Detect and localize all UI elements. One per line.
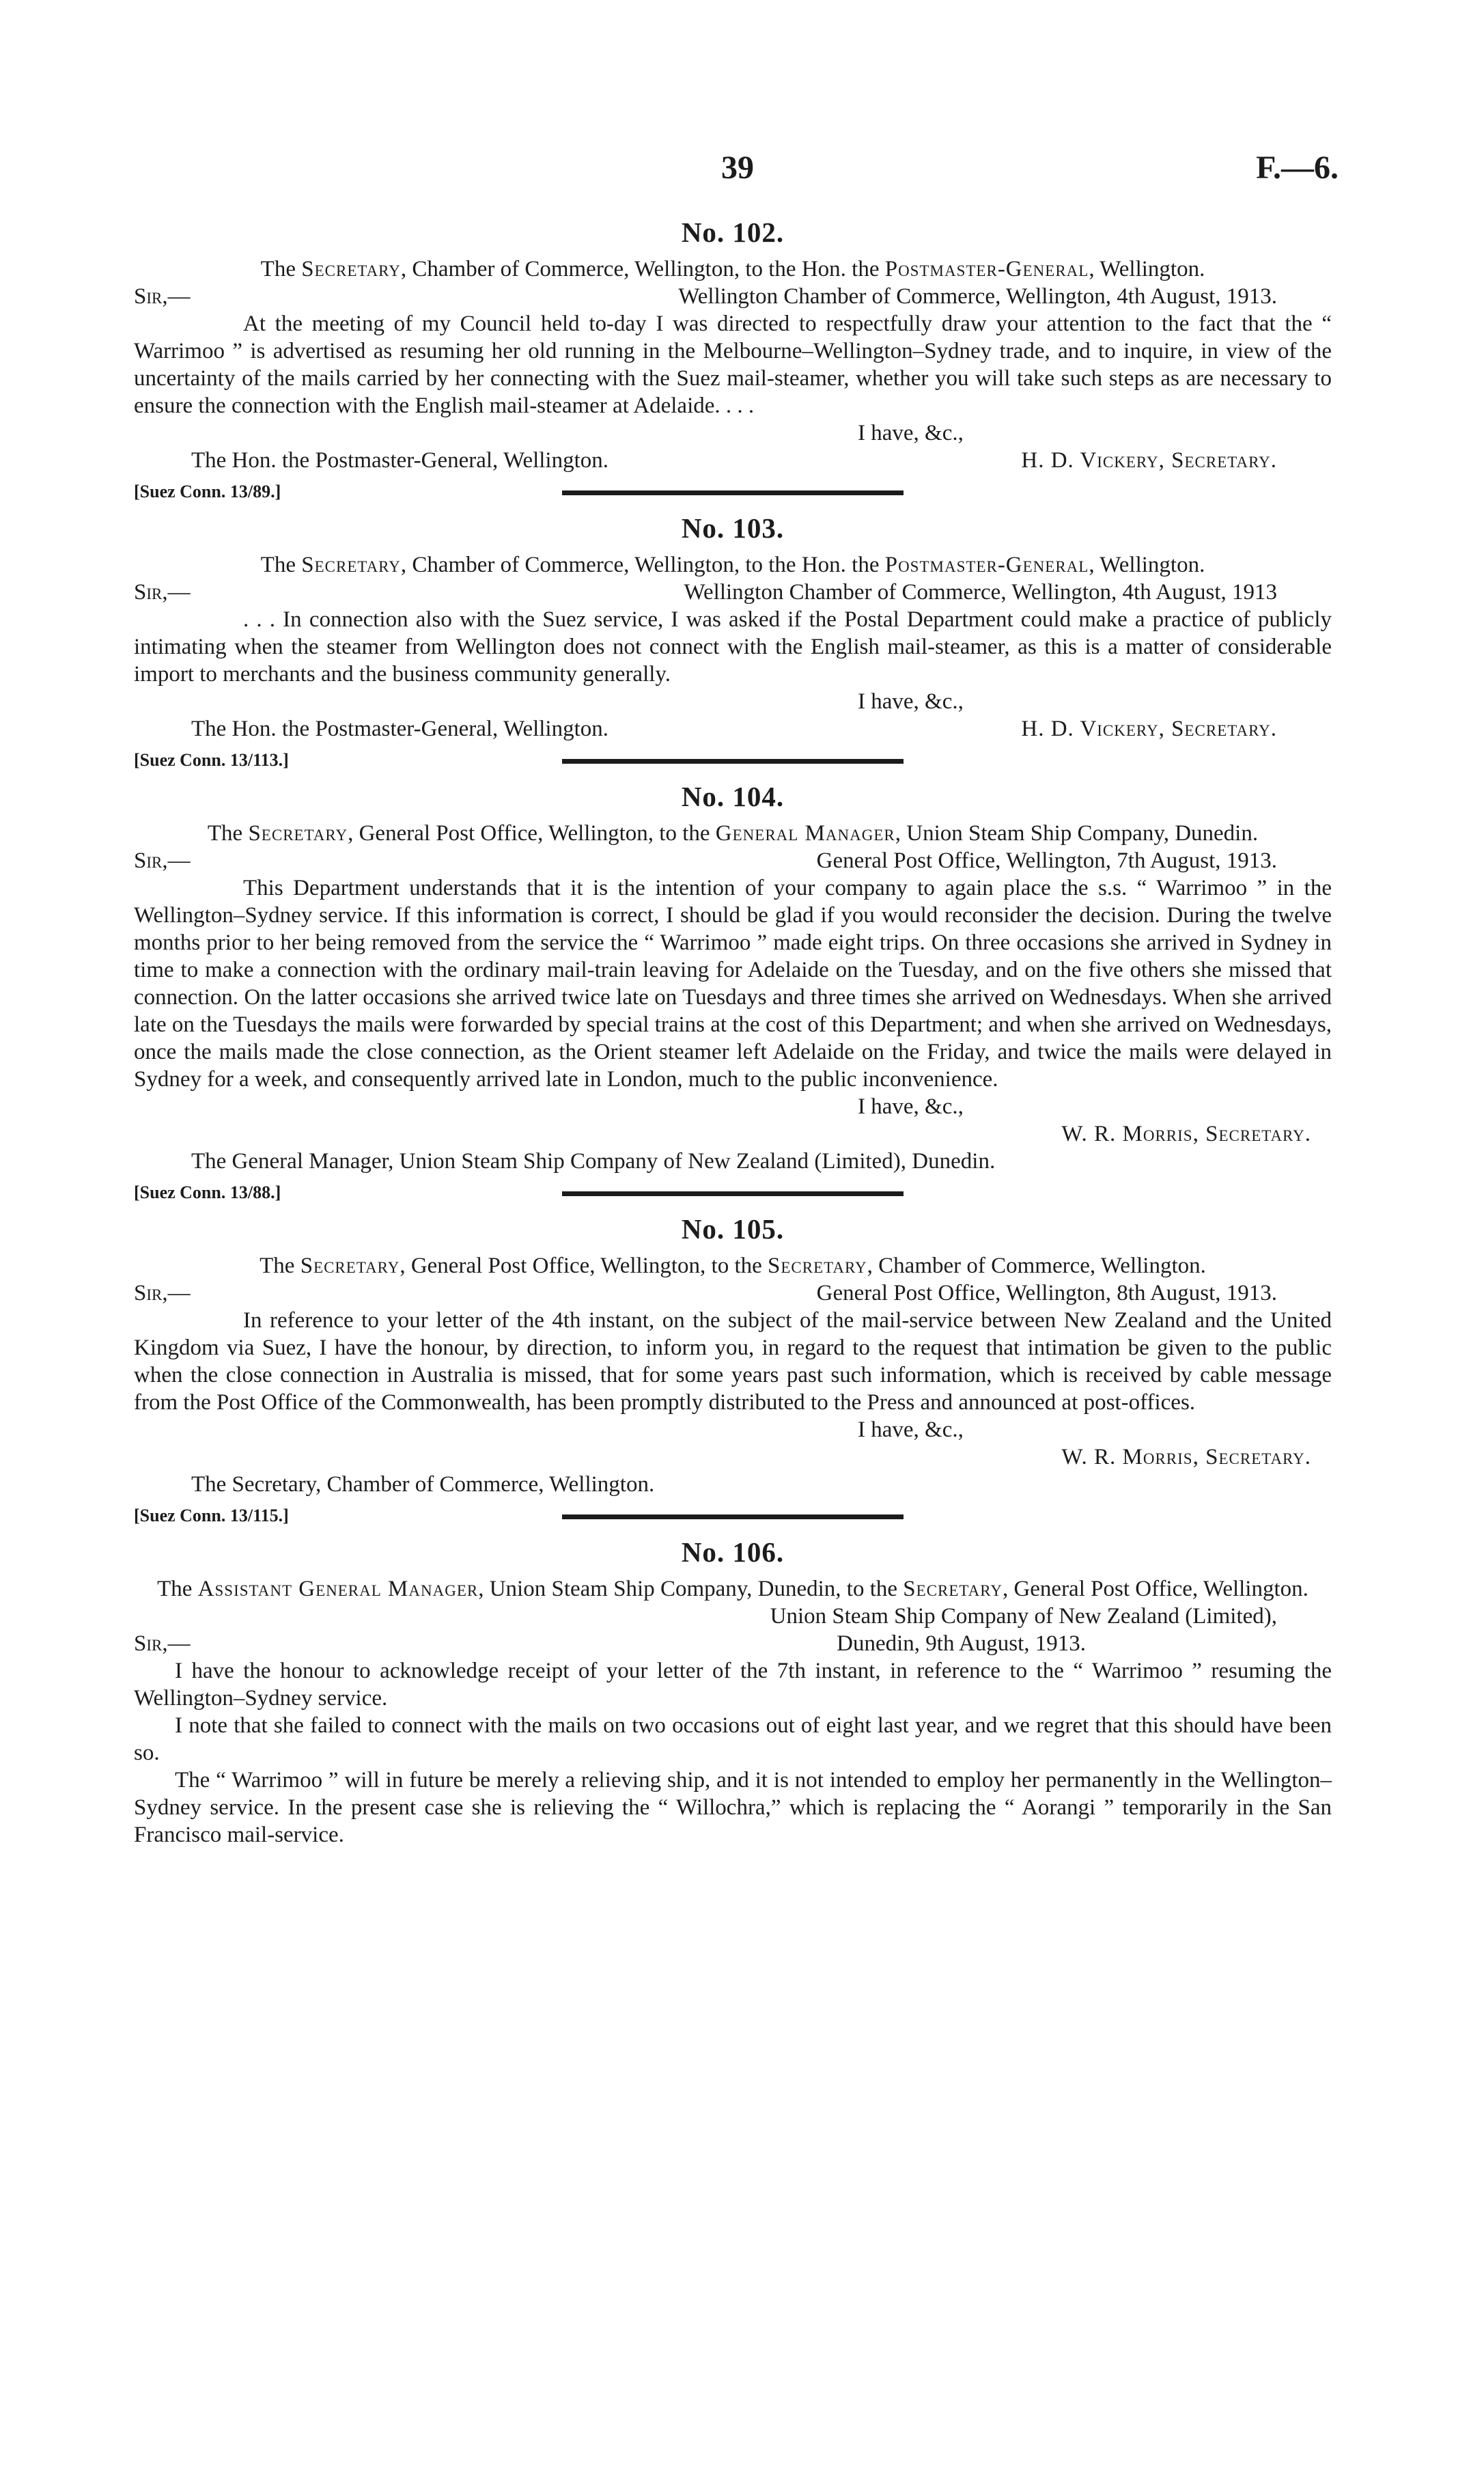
signatory: W. R. Morris, Secretary.: [1061, 1122, 1311, 1146]
salutation-row: [134, 1630, 1332, 1657]
letter-body: At the meeting of my Council held to-day I was directed to respectfully draw your attention to the fact that the “ Warrimoo ” is advertised as resuming her old running in the Melbourne–Wellington–Sydney trade, and to inquire, in view of the uncertainty of the mails carried by her connecting with the Suez mail-steamer, whether you will take such steps as are necessary to ensure the connection with the English mail-steamer at Adelaide. . . .: [134, 312, 1332, 418]
place-date: General Post Office, Wellington, 8th August, 1913.: [816, 1281, 1277, 1305]
file-reference: [Suez Conn. 13/113.]: [134, 750, 289, 770]
salutation-row: [134, 1279, 1332, 1307]
addressee: The Hon. the Postmaster-General, Wellington.: [191, 448, 609, 473]
salutation: Sir,—: [134, 1281, 191, 1305]
file-reference: [Suez Conn. 13/88.]: [134, 1182, 281, 1202]
section-divider: [562, 759, 904, 764]
letter-body: . . . In connection also with the Suez service, I was asked if the Postal Department could make a practice of publicly intimating when the steamer from Wellington does not connect with the English mail-steamer, as this is a matter of considerable import to merchants and the business community generally.: [134, 607, 1332, 687]
letter-106: [134, 1536, 1332, 1849]
letter-address: The Assistant General Manager, Union Steam Ship Company, Dunedin, to the Secretary, General Post Office, Wellington.: [157, 1577, 1308, 1601]
section-divider: [562, 1191, 904, 1196]
place-date: Dunedin, 9th August, 1913.: [837, 1631, 1086, 1656]
letter-paragraph: I have the honour to acknowledge receipt of your letter of the 7th instant, in reference to the “ Warrimoo ” resuming the Wellington–Sydney service.: [134, 1659, 1332, 1711]
salutation: Sir,—: [134, 1631, 191, 1656]
letter-body: In reference to your letter of the 4th instant, on the subject of the mail-service between New Zealand and the United Kingdom via Suez, I have the honour, by direction, to inform you, in regard to the request that intimation be given to the public when the close connection in Australia is missed, that for some years past such information, which is received by cable message from the Post Office of the Commonwealth, has been promptly distributed to the Press and announced at post-offices.: [134, 1308, 1332, 1415]
letter-address: The Secretary, Chamber of Commerce, Wellington, to the Hon. the Postmaster-General, Wellington.: [260, 257, 1205, 281]
place-date: Wellington Chamber of Commerce, Wellington, 4th August, 1913: [684, 580, 1277, 605]
salutation-row: [134, 579, 1332, 606]
addressee: The General Manager, Union Steam Ship Company of New Zealand (Limited), Dunedin.: [191, 1149, 996, 1174]
letter-address: The Secretary, General Post Office, Wellington, to the General Manager, Union Steam Ship Company, Dunedin.: [207, 821, 1259, 846]
page-header: [134, 145, 1339, 199]
section-divider: [562, 1514, 904, 1519]
place-line: Union Steam Ship Company of New Zealand (Limited),: [770, 1604, 1277, 1629]
closing: I have, &c.,: [858, 421, 964, 445]
place-date: General Post Office, Wellington, 7th August, 1913.: [816, 848, 1277, 873]
signatory: H. D. Vickery, Secretary.: [1021, 448, 1277, 473]
letter-number: No. 102.: [681, 217, 785, 248]
section-divider: [562, 490, 904, 495]
parliamentary-paper-code: F.—6.: [1256, 150, 1339, 186]
salutation-row: [134, 283, 1332, 310]
file-reference: [Suez Conn. 13/115.]: [134, 1506, 289, 1525]
document-page: [134, 145, 1339, 1849]
salutation-row: [134, 847, 1332, 874]
letter-number: No. 103.: [681, 512, 785, 544]
letter-address: The Secretary, General Post Office, Wellington, to the Secretary, Chamber of Commerce, Wellington.: [260, 1254, 1206, 1278]
letter-104: [134, 780, 1332, 1202]
salutation: Sir,—: [134, 580, 191, 605]
addressee: The Hon. the Postmaster-General, Wellington.: [191, 717, 609, 741]
letter-103: [134, 512, 1332, 770]
signatory: W. R. Morris, Secretary.: [1061, 1445, 1311, 1469]
addressee: The Secretary, Chamber of Commerce, Wellington.: [191, 1472, 655, 1497]
letter-number: No. 106.: [681, 1536, 785, 1568]
file-reference: [Suez Conn. 13/89.]: [134, 482, 281, 501]
signatory: H. D. Vickery, Secretary.: [1021, 717, 1277, 741]
page-number: 39: [721, 150, 754, 186]
letter-number: No. 104.: [681, 781, 785, 812]
place-date: Wellington Chamber of Commerce, Wellington, 4th August, 1913.: [678, 284, 1277, 309]
salutation: Sir,—: [134, 848, 191, 873]
salutation: Sir,—: [134, 284, 191, 309]
letter-paragraph: The “ Warrimoo ” will in future be merely a relieving ship, and it is not intended to employ her permanently in the Wellington–Sydney service. In the present case she is relieving the “ Willochra,” which is replacing the “ Aorangi ” temporarily in the San Francisco mail-service.: [134, 1768, 1332, 1847]
closing: I have, &c.,: [858, 689, 964, 714]
letter-address: The Secretary, Chamber of Commerce, Wellington, to the Hon. the Postmaster-General, Wellington.: [260, 553, 1205, 577]
signature-row: [134, 715, 1332, 743]
letter-body: This Department understands that it is the intention of your company to again place the s.s. “ Warrimoo ” in the Wellington–Sydney service. If this information is correct, I should be glad if you would reconsider the decision. During the twelve months prior to her being removed from the service the “ Warrimoo ” made eight trips. On three occasions she arrived in Sydney in time to make a connection with the ordinary mail-train leaving for Adelaide on the Tuesday, and on the five others she missed that connection. On the latter occasions she arrived twice late on Tuesdays and three times she arrived on Wednesdays. When she arrived late on the Tuesdays the mails were forwarded by special trains at the cost of this Department; and when she arrived on Wednesdays, once the mails made the close connection, as the Orient steamer left Adelaide on the Friday, and twice the mails were delayed in Sydney for a week, and consequently arrived late in London, much to the public inconvenience.: [134, 876, 1332, 1092]
closing: I have, &c.,: [858, 1417, 964, 1442]
letter-105: [134, 1213, 1332, 1525]
closing: I have, &c.,: [858, 1094, 964, 1119]
letter-102: [134, 216, 1332, 501]
letter-number: No. 105.: [681, 1213, 785, 1245]
letter-paragraph: I note that she failed to connect with the mails on two occasions out of eight last year, and we regret that this should have been so.: [134, 1713, 1332, 1765]
signature-row: [134, 447, 1332, 474]
